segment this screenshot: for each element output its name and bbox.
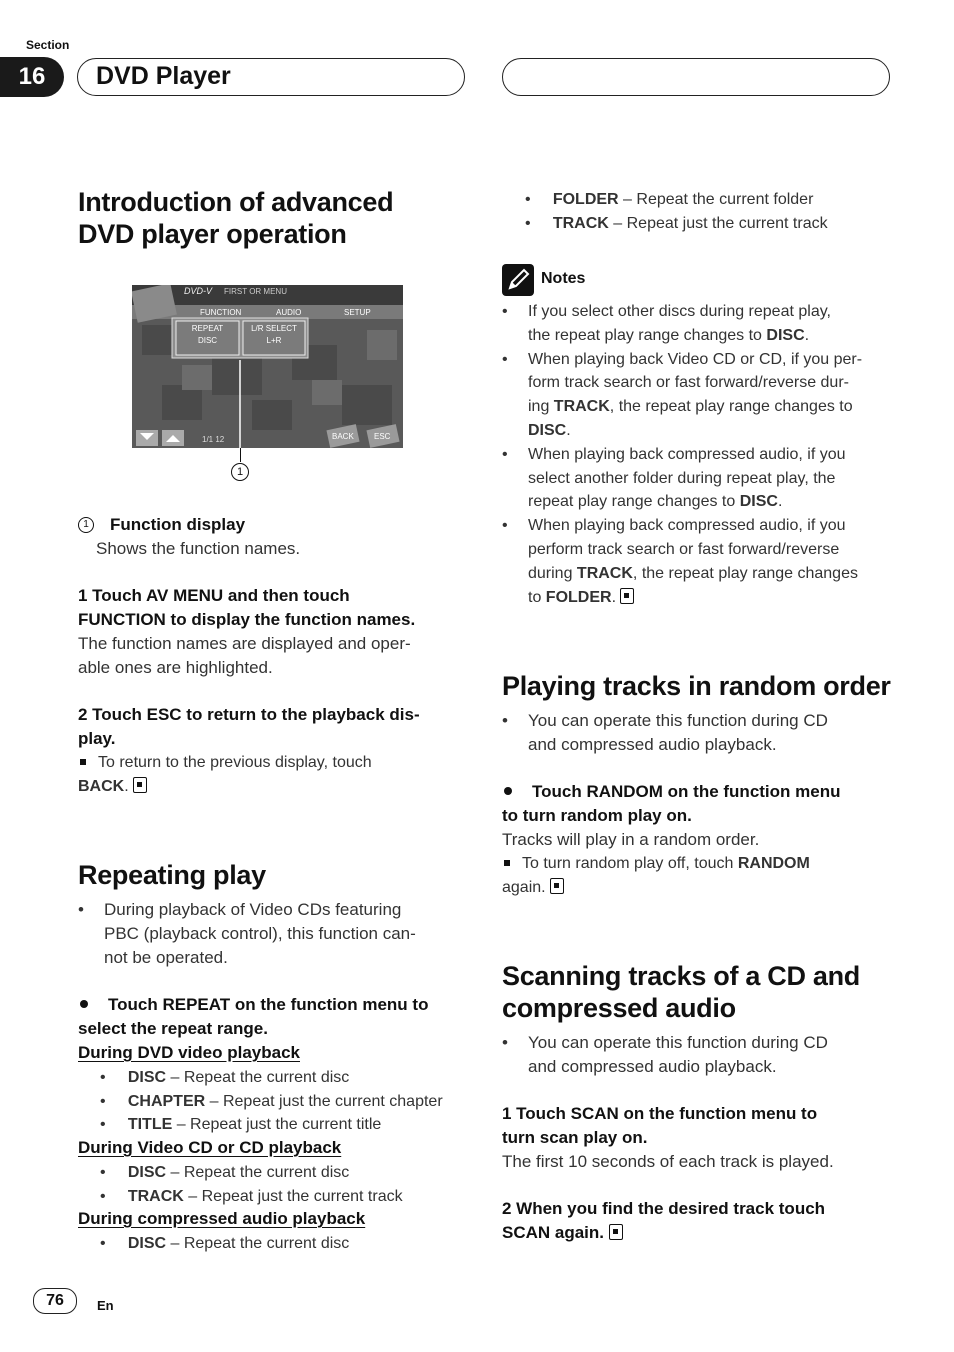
step2-instruction: 2 Touch ESC to return to the playback dis- play. xyxy=(78,705,420,748)
intro-heading: Introduction of advanced DVD player operation xyxy=(78,187,394,249)
section-label: Section xyxy=(26,38,70,52)
list-item: • TITLE – Repeat just the current title xyxy=(100,1116,382,1133)
end-mark-icon xyxy=(550,878,564,894)
random-description: Tracks will play in a random order. xyxy=(502,830,760,849)
page-title: DVD Player xyxy=(96,62,231,90)
esc-button[interactable]: ESC xyxy=(374,432,391,441)
tab-setup[interactable]: SETUP xyxy=(344,308,371,317)
list-item: • TRACK – Repeat just the current track xyxy=(100,1187,403,1205)
list-item: • TRACK – Repeat just the current track xyxy=(525,214,828,232)
random-step: Touch RANDOM on the function menu to turn random play on. xyxy=(502,782,841,825)
note-item: • When playing back Video CD or CD, if you per- form track search or fast forward/reverse dur- ing TRACK, the repeat play range changes to DISC. xyxy=(502,350,863,439)
random-note: To turn random play off, touch RANDOM again. xyxy=(502,855,810,896)
list-item: • CHAPTER – Repeat just the current chapter xyxy=(100,1092,443,1110)
lr-select-button[interactable]: L/R SELECT L+R xyxy=(251,324,297,345)
end-mark-icon xyxy=(620,588,634,604)
legend-title: Function display xyxy=(110,515,246,534)
screen-status-text: 1/1 12 xyxy=(202,435,225,444)
callout-line xyxy=(240,448,241,462)
section-number-badge: 16 xyxy=(0,57,64,97)
notes-list xyxy=(502,300,902,609)
compressed-subheading: During compressed audio playback xyxy=(78,1209,366,1228)
step2-note: To return to the previous display, touch BACK. xyxy=(78,754,372,795)
repeat-bullet: • During playback of Video CDs featuring PBC (playback control), this function can- not be operated. xyxy=(78,900,416,967)
page-number: 76 xyxy=(33,1288,77,1314)
header-right-frame xyxy=(502,58,890,96)
notes-title: Notes xyxy=(541,270,586,287)
list-item: • DISC – Repeat the current disc xyxy=(100,1164,350,1181)
note-item: • When playing back compressed audio, if you select another folder during repeat play, the repeat play range changes to DISC. xyxy=(502,445,846,511)
scan-heading: Scanning tracks of a CD and compressed audio xyxy=(502,961,860,1023)
end-mark-icon xyxy=(609,1224,623,1240)
step-dot-icon xyxy=(80,1000,88,1008)
scan-step2: 2 When you find the desired track touch SCAN again. xyxy=(502,1199,826,1242)
step1-description: The function names are displayed and oper- able ones are highlighted. xyxy=(78,634,411,677)
back-button[interactable]: BACK xyxy=(332,432,354,441)
compressed-list-right xyxy=(525,188,828,235)
vcd-list xyxy=(100,1161,403,1208)
callout-marker: 1 xyxy=(231,463,249,481)
tab-function[interactable]: FUNCTION xyxy=(200,308,242,317)
legend-desc: Shows the function names. xyxy=(96,539,301,558)
repeat-step: Touch REPEAT on the function menu to select the repeat range. xyxy=(78,995,429,1038)
list-item: • FOLDER – Repeat the current folder xyxy=(525,191,814,208)
note-item: • If you select other discs during repeat play, the repeat play range changes to DISC. xyxy=(502,303,831,344)
notes-pencil-icon xyxy=(502,264,534,296)
compressed-list-left xyxy=(100,1232,349,1256)
end-mark-icon xyxy=(133,777,147,793)
screen-top-label: FIRST OR MENU xyxy=(224,287,287,296)
dvd-subheading: During DVD video playback xyxy=(78,1043,300,1062)
legend-marker: 1 xyxy=(78,517,94,533)
language-label: En xyxy=(97,1298,114,1313)
random-bullet: • You can operate this function during CD and compressed audio playback. xyxy=(502,711,828,754)
list-item: • DISC – Repeat the current disc xyxy=(100,1235,350,1252)
repeat-heading: Repeating play xyxy=(78,860,266,890)
scan-bullet: • You can operate this function during CD and compressed audio playback. xyxy=(502,1033,828,1076)
dvd-list xyxy=(100,1066,443,1137)
repeat-button[interactable]: REPEAT DISC xyxy=(191,324,224,345)
screen-logo: DVD-V xyxy=(184,286,213,296)
random-heading: Playing tracks in random order xyxy=(502,671,891,701)
tab-audio[interactable]: AUDIO xyxy=(276,308,302,317)
scan-step1: 1 Touch SCAN on the function menu to turn scan play on. xyxy=(502,1104,818,1147)
step-dot-icon xyxy=(504,787,512,795)
note-item: • When playing back compressed audio, if you perform track search or fast forward/reverse during TRACK, the repeat play range changes to FOLDER. xyxy=(502,517,858,606)
step1-instruction: 1 Touch AV MENU and then touch FUNCTION to display the function names. xyxy=(78,586,416,629)
list-item: • DISC – Repeat the current disc xyxy=(100,1069,350,1086)
function-menu-screenshot xyxy=(132,285,403,448)
scan-step1-description: The first 10 seconds of each track is played. xyxy=(502,1152,834,1171)
vcd-subheading: During Video CD or CD playback xyxy=(78,1138,342,1157)
